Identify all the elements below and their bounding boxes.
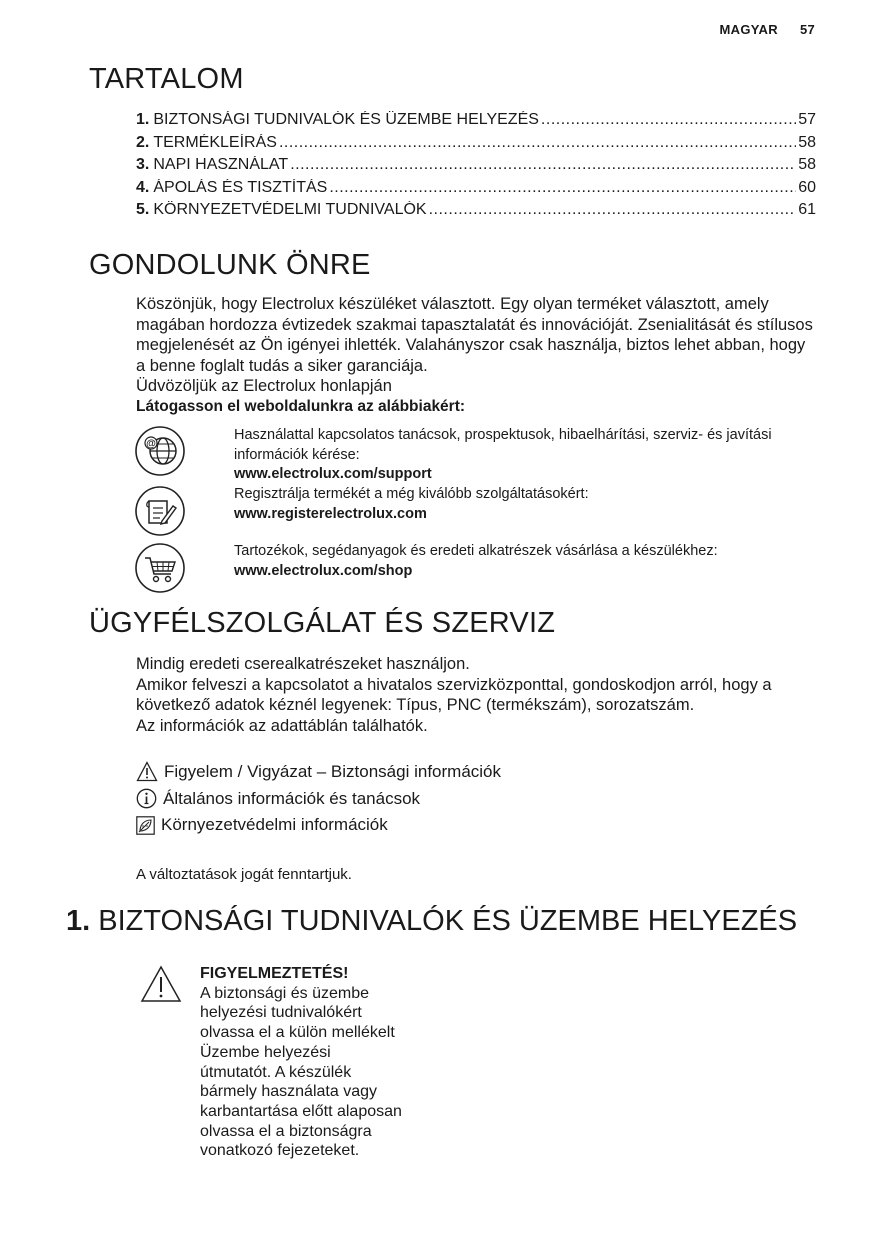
support-description: Használattal kapcsolatos tanácsok, prospektusok, hibaelhárítási, szerviz- és javítási információk kérése: [234,427,772,463]
legend-warning-label: Figyelem / Vigyázat – Biztonsági információk [164,761,502,781]
toc-item[interactable] [136,134,816,157]
reserve-text: A változtatások jogát fenntartjuk. [136,866,352,883]
toc-item[interactable] [136,156,816,179]
thinking-intro [136,294,816,417]
toc-item-number: 5. [136,201,150,218]
legend-warning [136,761,501,782]
language-label: MAGYAR [719,22,778,37]
service-line-2: Amikor felveszi a kapcsolatot a hivatalos szervizközponttal, gondoskodjon arról, hogy a következő adatok kéznél legyenek: Típus, PNC (termékszám), sorozatszám. [136,675,772,714]
warning-triangle-icon [140,965,182,1003]
toc-leader-dots [329,179,796,197]
warning-line: karbantartása előtt alaposan [200,1102,402,1120]
warning-line: olvassa el a biztonságra [200,1122,372,1140]
legend-info-label: Általános információk és tanácsok [163,788,421,808]
warning-heading: FIGYELMEZTETÉS! [200,965,349,982]
warning-line: bármely használata vagy [200,1083,377,1101]
svg-text:@: @ [146,438,156,450]
toc-item[interactable] [136,111,816,134]
service-line-1: Mindig eredeti cserealkatrészeket használjon. [136,655,470,673]
warning-line: útmutatót. A készülék [200,1063,352,1081]
toc-leader-dots [429,201,797,219]
toc-item-page: 60 [798,178,816,196]
legend-info [136,788,420,809]
toc-item-label: TERMÉKLEÍRÁS [153,133,277,151]
chapter-title-text: BIZTONSÁGI TUDNIVALÓK ÉS ÜZEMBE HELYEZÉS [98,905,798,937]
welcome-text: Üdvözöljük az Electrolux honlapján [136,377,392,395]
toc-item-page: 61 [798,201,816,218]
shopping-cart-icon [134,542,186,594]
visit-text: Látogasson el weboldalunkra az alábbiakért: [136,397,466,415]
toc-item-number: 1. [136,111,150,128]
toc-item-label: NAPI HASZNÁLAT [153,156,289,173]
info-circle-icon [136,788,157,809]
warning-line: helyezési tudnivalókért [200,1004,362,1022]
service-body [136,654,816,736]
warning-line: A biztonsági és üzembe [200,984,369,1002]
thinking-title: GONDOLUNK ÖNRE [89,249,371,281]
register-link-text [234,485,814,524]
register-url[interactable]: www.registerelectrolux.com [234,505,427,522]
shop-url[interactable]: www.electrolux.com/shop [234,562,413,579]
legend-environment-label: Környezetvédelmi információk [161,815,388,834]
service-line-3: Az információk az adattáblán találhatók. [136,716,428,735]
warning-line: vonatkozó fejezeteket. [200,1142,360,1160]
page-number: 57 [799,22,815,37]
toc-item-label: KÖRNYEZETVÉDELMI TUDNIVALÓK [153,201,427,218]
toc-item-number: 2. [136,133,150,151]
chapter-number: 1. [66,905,91,937]
legend-environment [136,815,388,835]
shop-link-text [234,542,814,581]
table-of-contents [136,111,816,224]
toc-leader-dots [279,134,796,152]
intro-paragraph: Köszönjük, hogy Electrolux készüléket választott. Egy olyan terméket választott, amely magában hordozza évtizedek szakmai tapasztalatát és innovációját. Zsenialitását és stílusos megjelenését az Ön igényei ihlették. Valahányszor csak használja, biztos lehet abban, hogy a benne foglalt tudás a siker garanciája. [136,295,813,375]
globe-at-icon [134,425,186,477]
toc-leader-dots [290,156,796,174]
chapter-title [66,905,797,938]
warning-triangle-icon [136,761,158,782]
toc-item-page: 58 [798,156,816,173]
register-description: Regisztrálja termékét a még kiválóbb szolgáltatásokért: [234,486,589,502]
page-header [720,22,815,37]
toc-item-page: 57 [798,111,816,128]
support-link-text [234,426,814,485]
service-title: ÜGYFÉLSZOLGÁLAT ÉS SZERVIZ [89,607,556,639]
toc-item-page: 58 [798,133,816,151]
contents-title: TARTALOM [89,63,244,95]
support-url[interactable]: www.electrolux.com/support [234,466,432,482]
shop-description: Tartozékok, segédanyagok és eredeti alkatrészek vásárlása a készülékhez: [234,543,718,559]
warning-line: olvassa el a külön mellékelt [200,1024,395,1042]
toc-item[interactable] [136,179,816,202]
toc-item-label: BIZTONSÁGI TUDNIVALÓK ÉS ÜZEMBE HELYEZÉS [153,111,539,128]
register-pen-icon [134,485,186,537]
leaf-icon [136,816,155,835]
toc-item[interactable] [136,201,816,224]
toc-leader-dots [541,111,796,129]
warning-block [200,964,440,1161]
toc-item-number: 4. [136,178,150,196]
toc-item-number: 3. [136,156,150,173]
toc-item-label: ÁPOLÁS ÉS TISZTÍTÁS [153,178,328,196]
warning-line: Üzembe helyezési [200,1043,331,1061]
